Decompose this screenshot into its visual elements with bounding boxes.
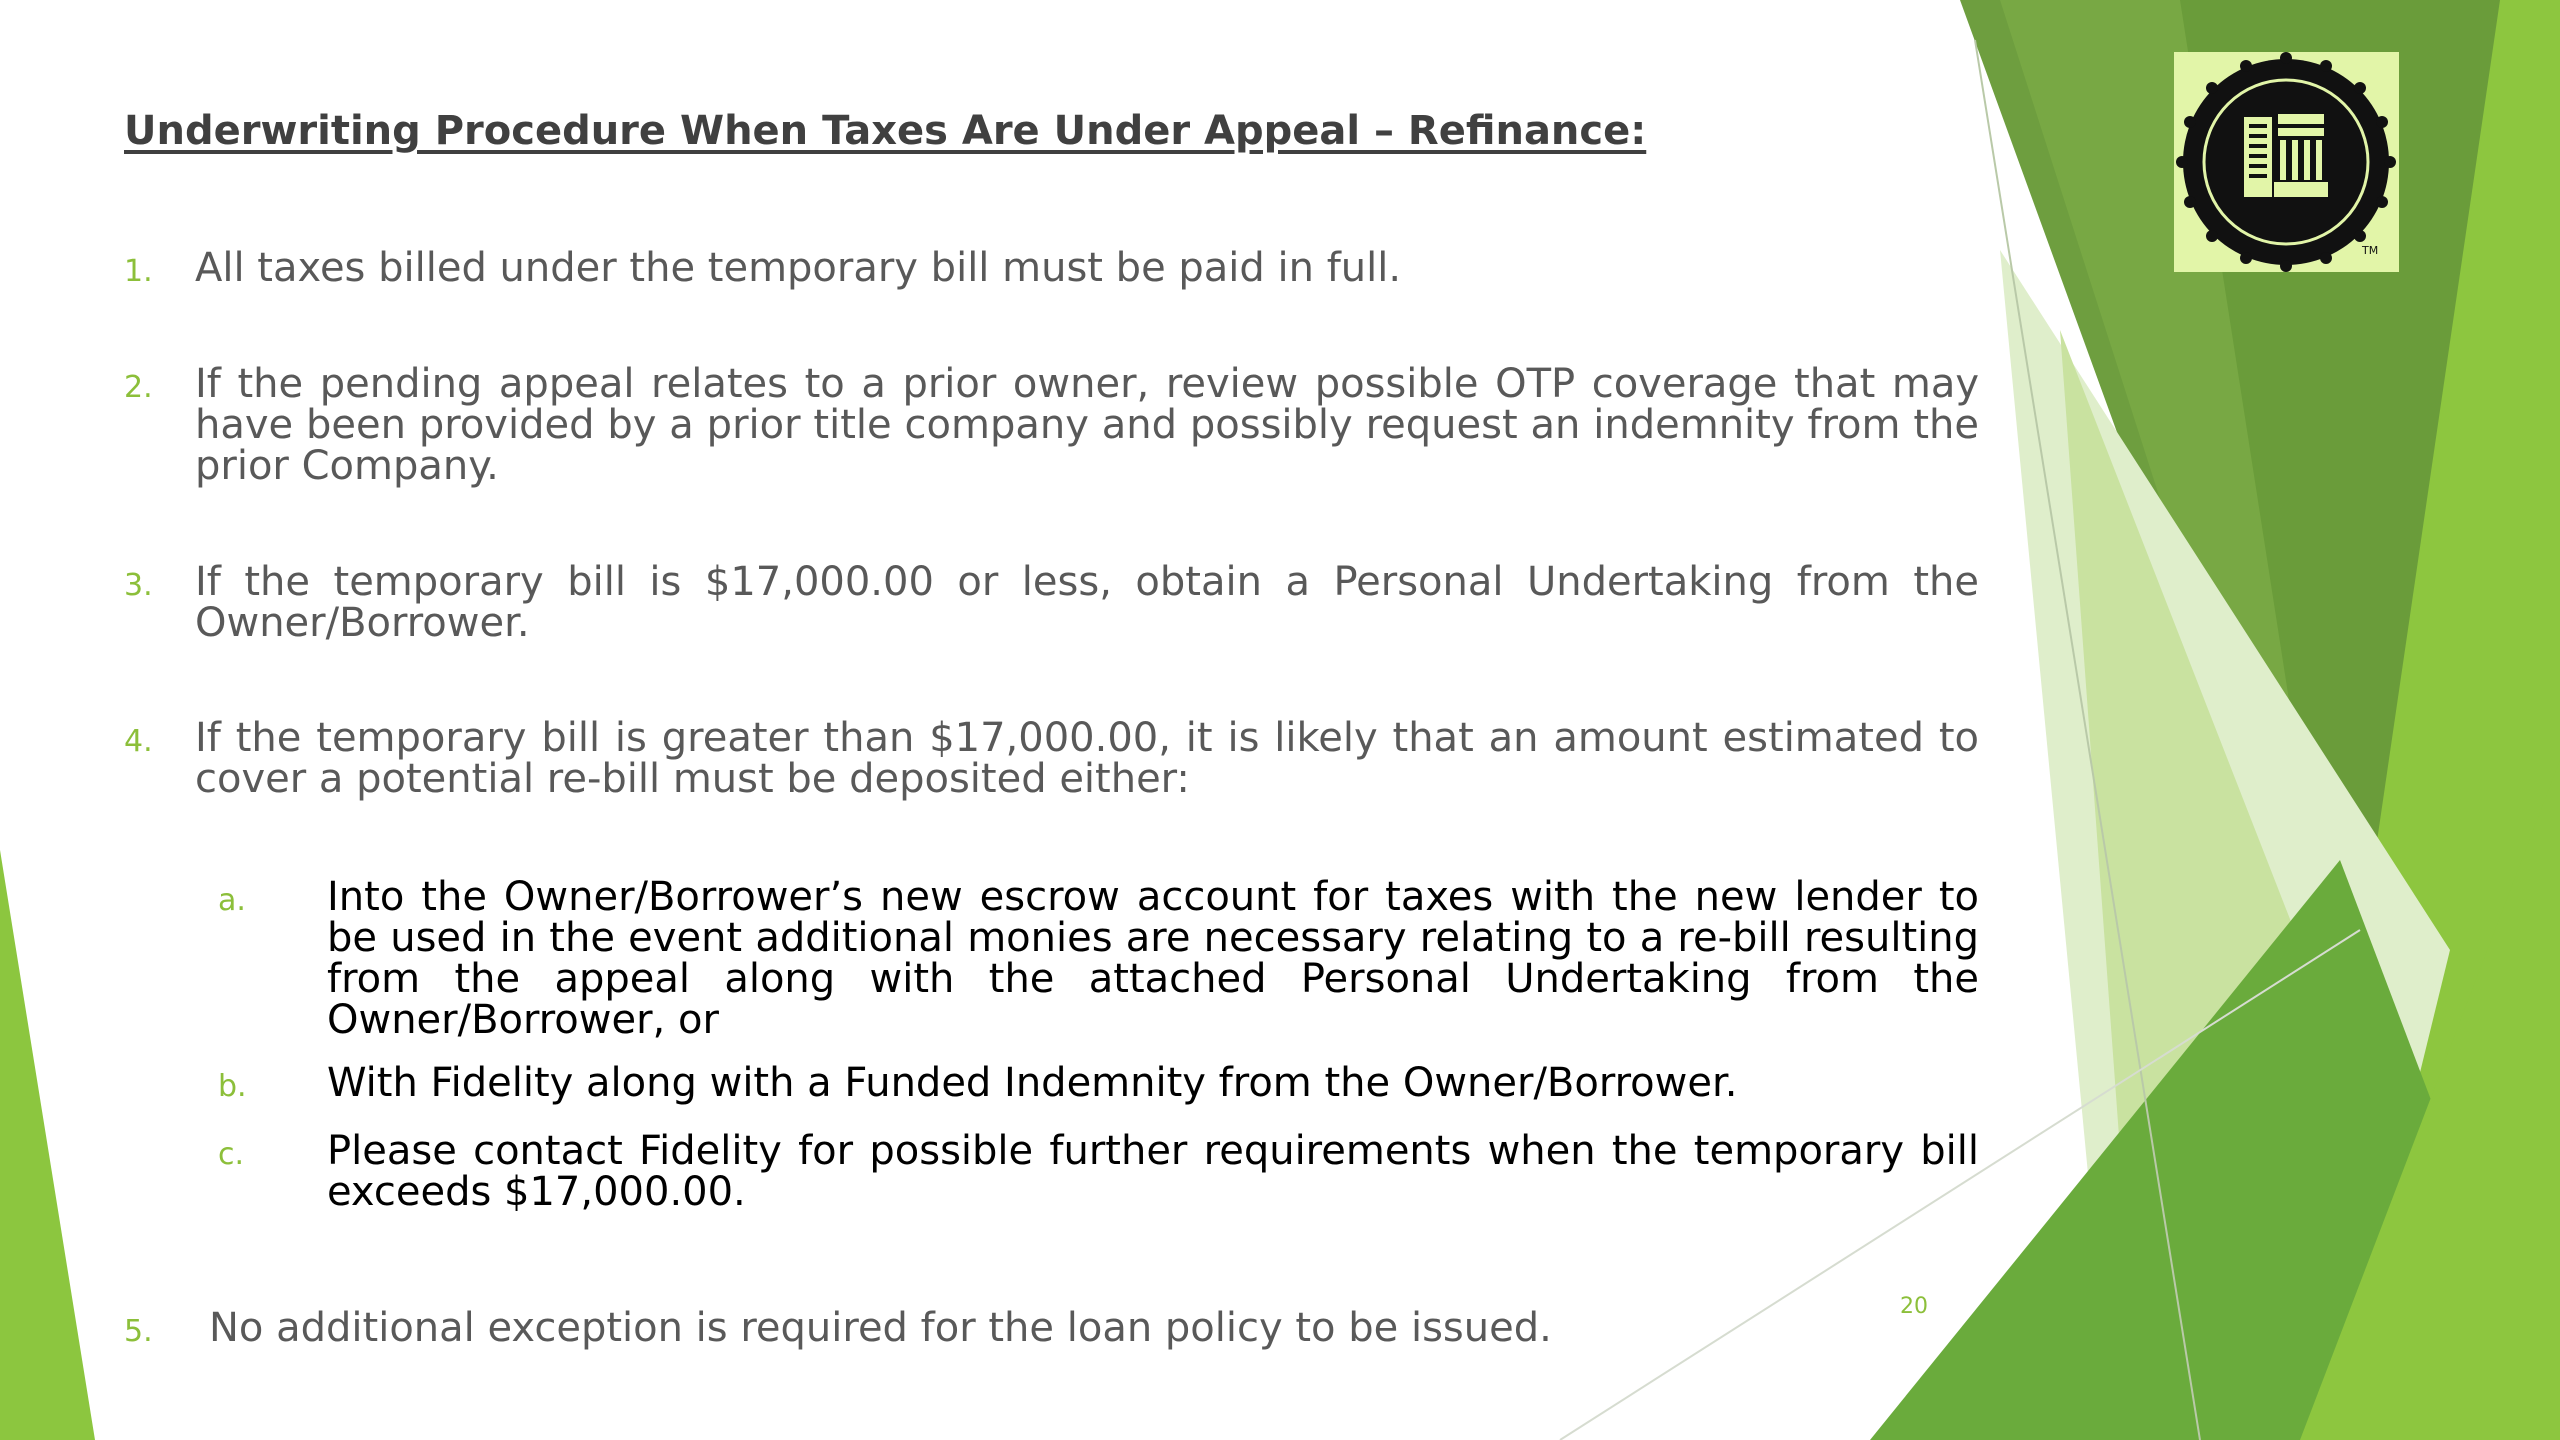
page-number: 20 xyxy=(1900,1294,1928,1319)
list-text: No additional exception is required for the loan policy to be issued. xyxy=(209,1305,1552,1351)
list-item xyxy=(124,245,1979,291)
list-number: 1. xyxy=(124,254,153,289)
sub-list-letter: b. xyxy=(218,1069,247,1104)
list-number: 4. xyxy=(124,724,153,759)
left-green-shape xyxy=(0,850,95,1440)
slide-title: Underwriting Procedure When Taxes Are Under Appeal – Refinance: xyxy=(124,108,1647,154)
sub-list-item xyxy=(218,1128,1979,1215)
list-text: If the temporary bill is greater than $17,000.00, it is likely that an amount estimated to cover a potential re-bill must be deposited either: xyxy=(195,715,1979,802)
sub-list-letter: a. xyxy=(218,883,246,918)
sub-list-item xyxy=(218,1060,1979,1106)
list-number: 5. xyxy=(124,1314,153,1349)
list-number: 3. xyxy=(124,568,153,603)
building-seal-icon xyxy=(2174,52,2399,272)
list-item xyxy=(124,361,1979,489)
company-logo xyxy=(2174,52,2399,272)
sub-list-text: Please contact Fidelity for possible further requirements when the temporary bill exceeds $17,000.00. xyxy=(327,1128,1979,1215)
trademark-label: TM xyxy=(2362,244,2379,257)
list-number: 2. xyxy=(124,370,153,405)
sub-list-letter: c. xyxy=(218,1137,245,1172)
list-item xyxy=(124,559,1979,646)
sub-list-text: Into the Owner/Borrower’s new escrow account for taxes with the new lender to be used in the event additional monies are necessary relating to a re-bill resulting from the appeal along with the attached Personal Undertaking from the Owner/Borrower, or xyxy=(327,874,1979,1043)
list-text: If the pending appeal relates to a prior owner, review possible OTP coverage that may have been provided by a prior title company and possibly request an indemnity from the prior Company. xyxy=(195,361,1979,489)
list-text: If the temporary bill is $17,000.00 or less, obtain a Personal Undertaking from the Owner/Borrower. xyxy=(195,559,1979,646)
list-item xyxy=(124,715,1979,802)
sub-list-item xyxy=(218,874,1979,1043)
list-text: All taxes billed under the temporary bill must be paid in full. xyxy=(195,245,1402,291)
sub-list-text: With Fidelity along with a Funded Indemnity from the Owner/Borrower. xyxy=(327,1060,1738,1106)
